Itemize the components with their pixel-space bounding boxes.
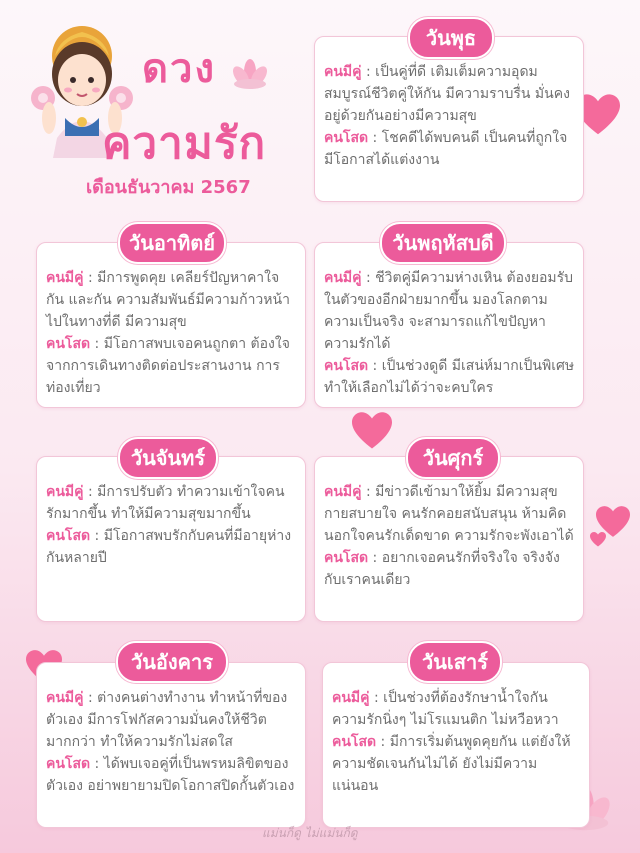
label-friday: วันศุกร์ <box>406 437 500 479</box>
label-thursday: วันพฤหัสบดี <box>380 222 506 264</box>
label-sunday: วันอาทิตย์ <box>118 222 226 264</box>
footer-signature: แม่นก็ดู ไม่แม่นก็ดู <box>262 826 358 840</box>
saturday-couple: เป็นช่วงที่ต้องรักษาน้ำใจกัน ความรักนิ่งๆ ไม่โรแมนติก ไม่หวือหวา <box>332 690 559 728</box>
title-line-1: ดวง <box>142 46 216 92</box>
monday-single: มีโอกาสพบรักกับคนที่มีอายุห่างกันหลายปี <box>46 528 292 566</box>
saturday-single: มีการเริ่มต้นพูดคุยกัน แต่ยังให้ความชัดเจนกันไม่ได้ ยังไม่มีความแน่นอน <box>332 734 571 794</box>
wednesday-couple: เป็นคู่ที่ดี เติมเต็มความอุดมสมบูรณ์ชีวิตคู่ให้กัน มีความราบรื่น มั่นคง อยู่ด้วยกันอย่างมีความสุข <box>324 64 570 124</box>
sunday-couple: มีการพูดคุย เคลียร์ปัญหาคาใจกัน และกัน ความสัมพันธ์มีความก้าวหน้า ไปในทางที่ดี มีความสุข <box>46 270 290 330</box>
card-wednesday <box>314 36 584 202</box>
card-sunday: คนมีคู่ : มีการพูดคุย เคลียร์ปัญหาคาใจกัน และกัน ความสัมพันธ์มีความก้าวหน้า ไปในทางที่ดี มีความสุข คนโสด : มีโอกาสพบเจอคนถูกตา ต้องใจ จากการเดินทางติดต่อประสานงาน การท่องเที่ยว <box>36 242 306 408</box>
monday-couple: มีการปรับตัว ทำความเข้าใจคนรักมากขึ้น ทำให้มีความสุขมากขึ้น <box>46 484 285 522</box>
thursday-couple: ชีวิตคู่มีความห่างเหิน ต้องยอมรับในตัวของอีกฝ่ายมากขึ้น มองโลกตามความเป็นจริง จะสามารถแก้ไขปัญหาความรักได้ <box>324 270 574 352</box>
heart-icon <box>590 532 606 547</box>
heart-icon <box>352 412 392 450</box>
card-friday: คนมีคู่ : มีข่าวดีเข้ามาให้ยิ้ม มีความสุขกายสบายใจ คนรักคอยสนับสนุน ห้ามคิดนอกใจคนรักเด็ดขาด ความรักจะพังเอาได้ คนโสด : อยากเจอคนรักที่จริงใจ จริงจังกับเราคนเดียว <box>314 456 584 622</box>
card-wednesday-text: คนมีคู่ : เป็นคู่ที่ดี เติมเต็มความอุดมสมบูรณ์ชีวิตคู่ให้กัน มีความราบรื่น มั่นคง อยู่ด้วยกันอย่างมีความสุข คนโสด : โชคดีได้พบคนดี เป็นคนที่ถูกใจ มีโอกาสได้แต่งงาน <box>324 64 570 168</box>
friday-couple: มีข่าวดีเข้ามาให้ยิ้ม มีความสุขกายสบายใจ คนรักคอยสนับสนุน ห้ามคิดนอกใจคนรักเด็ดขาด ความรักจะพังเอาได้ <box>324 484 574 544</box>
label-wednesday: วันพุธ <box>408 17 494 59</box>
month-subtitle: เดือนธันวาคม 2567 <box>86 177 251 198</box>
label-saturday: วันเสาร์ <box>408 641 502 683</box>
card-saturday: คนมีคู่ : เป็นช่วงที่ต้องรักษาน้ำใจกัน ความรักนิ่งๆ ไม่โรแมนติก ไม่หวือหวา คนโสด : มีการเริ่มต้นพูดคุยกัน แต่ยังให้ความชัดเจนกันไม่ได้ ยังไม่มีความแน่นอน <box>322 662 590 828</box>
label-monday: วันจันทร์ <box>118 437 218 479</box>
lotus-icon <box>230 56 270 90</box>
sunday-single: มีโอกาสพบเจอคนถูกตา ต้องใจ จากการเดินทางติดต่อประสานงาน การท่องเที่ยว <box>46 336 290 396</box>
title-line-2: ความรัก <box>102 118 267 169</box>
tuesday-couple: ต่างคนต่างทำงาน ทำหน้าที่ของตัวเอง มีการโฟกัสความมั่นคงให้ชีวิตมากกว่า ทำให้ความรักไม่สดใส <box>46 690 288 750</box>
card-monday: คนมีคู่ : มีการปรับตัว ทำความเข้าใจคนรักมากขึ้น ทำให้มีความสุขมากขึ้น คนโสด : มีโอกาสพบรักกับคนที่มีอายุห่างกันหลายปี <box>36 456 306 622</box>
wednesday-single: โชคดีได้พบคนดี เป็นคนที่ถูกใจ มีโอกาสได้แต่งงาน <box>324 130 568 168</box>
friday-single: อยากเจอคนรักที่จริงใจ จริงจังกับเราคนเดียว <box>324 550 560 588</box>
tuesday-single: ได้พบเจอคู่ที่เป็นพรหมลิขิตของตัวเอง อย่าพยายามปิดโอกาสปิดกั้นตัวเอง <box>46 756 295 794</box>
card-tuesday: คนมีคู่ : ต่างคนต่างทำงาน ทำหน้าที่ของตัวเอง มีการโฟกัสความมั่นคงให้ชีวิตมากกว่า ทำให้ความรักไม่สดใส คนโสด : ได้พบเจอคู่ที่เป็นพรหมลิขิตของตัวเอง อย่าพยายามปิดโอกาสปิดกั้นตัวเอง <box>36 662 306 828</box>
label-tuesday: วันอังคาร <box>116 641 228 683</box>
thursday-single: เป็นช่วงดูดี มีเสน่ห์มากเป็นพิเศษ ทำให้เลือกไม่ได้ว่าจะคบใคร <box>324 358 575 396</box>
card-thursday: คนมีคู่ : ชีวิตคู่มีความห่างเหิน ต้องยอมรับในตัวของอีกฝ่ายมากขึ้น มองโลกตามความเป็นจริง จะสามารถแก้ไขปัญหาความรักได้ คนโสด : เป็นช่วงดูดี มีเสน่ห์มากเป็นพิเศษ ทำให้เลือกไม่ได้ว่าจะคบใคร <box>314 242 584 408</box>
